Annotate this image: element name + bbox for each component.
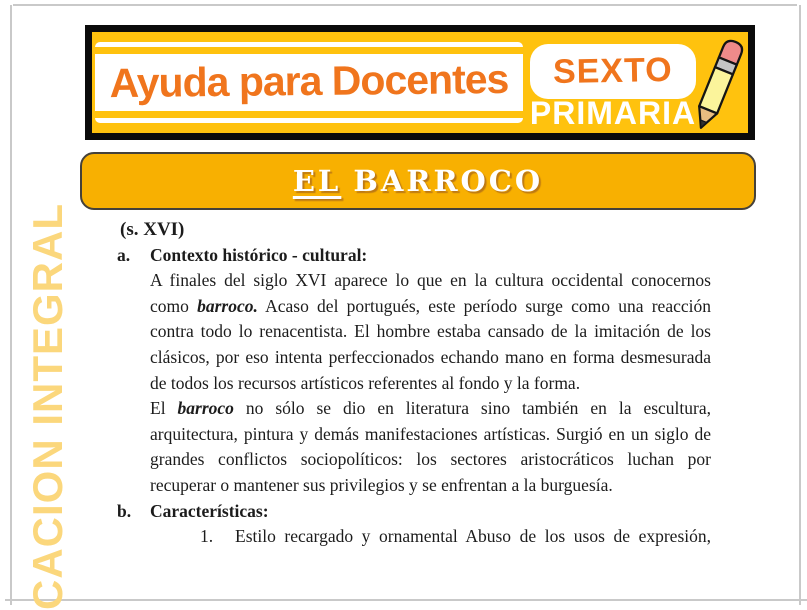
section-a bbox=[115, 243, 711, 499]
banner-stripe-top bbox=[95, 47, 523, 54]
paragraph-2 bbox=[150, 396, 711, 498]
section-b bbox=[115, 499, 711, 550]
page-frame-bottom bbox=[5, 599, 807, 601]
grade-school-label: PRIMARIA bbox=[529, 95, 697, 131]
section-b-heading: Características: bbox=[150, 500, 269, 521]
brand-banner bbox=[85, 25, 755, 140]
page-frame-top bbox=[13, 4, 797, 6]
paragraph-1-emphasis: barroco. bbox=[197, 295, 258, 316]
page-frame-left bbox=[10, 5, 12, 605]
subtitle-century: (s. XVI) bbox=[120, 219, 185, 240]
list-item-1-number: 1. bbox=[200, 526, 214, 547]
banner-stripe-bottom bbox=[95, 111, 523, 118]
section-a-label: a. bbox=[117, 244, 131, 265]
paragraph-2-text-cont: no sólo se dio en literatura sino también en la escultura, arquitectura, pintura y demás manifestaciones artísticas. Surgió en un siglo de grandes conflictos sociopolíticos: los sectores aristocráticos luchan por recuperar o mantener sus privilegios y se enfrentan a la burguesía. bbox=[150, 398, 711, 495]
section-a-heading: Contexto histórico - cultural: bbox=[150, 244, 368, 265]
title-word-el: EL bbox=[292, 164, 342, 198]
paragraph-1-text-cont: Acaso del portugués, este período surge como una reacción contra todo lo renacentista. El hombre estaba cansado de la imitación de los clásicos, por eso intenta perfeccionados echando mano en forma desmesurada de todos los recursos artísticos referentes al fondo y la forma. bbox=[150, 295, 711, 393]
side-watermark: CACION INTEGRAL bbox=[24, 203, 71, 610]
paragraph-2-emphasis: barroco bbox=[177, 398, 234, 419]
section-b-label: b. bbox=[117, 500, 132, 521]
pencil-icon bbox=[673, 26, 764, 140]
grade-level-label: SEXTO bbox=[552, 50, 674, 92]
title-word-barroco: BARROCO bbox=[353, 164, 544, 198]
document-body bbox=[115, 217, 711, 550]
brand-title: Ayuda para Docentes bbox=[109, 55, 509, 107]
paragraph-1 bbox=[150, 268, 711, 396]
list-item-1 bbox=[150, 524, 711, 550]
grade-badge bbox=[530, 44, 696, 99]
document-title-bar bbox=[80, 152, 756, 210]
page-frame-right bbox=[799, 5, 801, 605]
paragraph-2-text: El bbox=[150, 398, 178, 419]
brand-banner-panel bbox=[95, 42, 523, 123]
list-item-1-text: Estilo recargado y ornamental Abuso de los usos de expresión, bbox=[235, 526, 711, 547]
paragraph-1-text: A finales del siglo XVI aparece lo que en la cultura occidental conocernos como bbox=[150, 270, 711, 316]
